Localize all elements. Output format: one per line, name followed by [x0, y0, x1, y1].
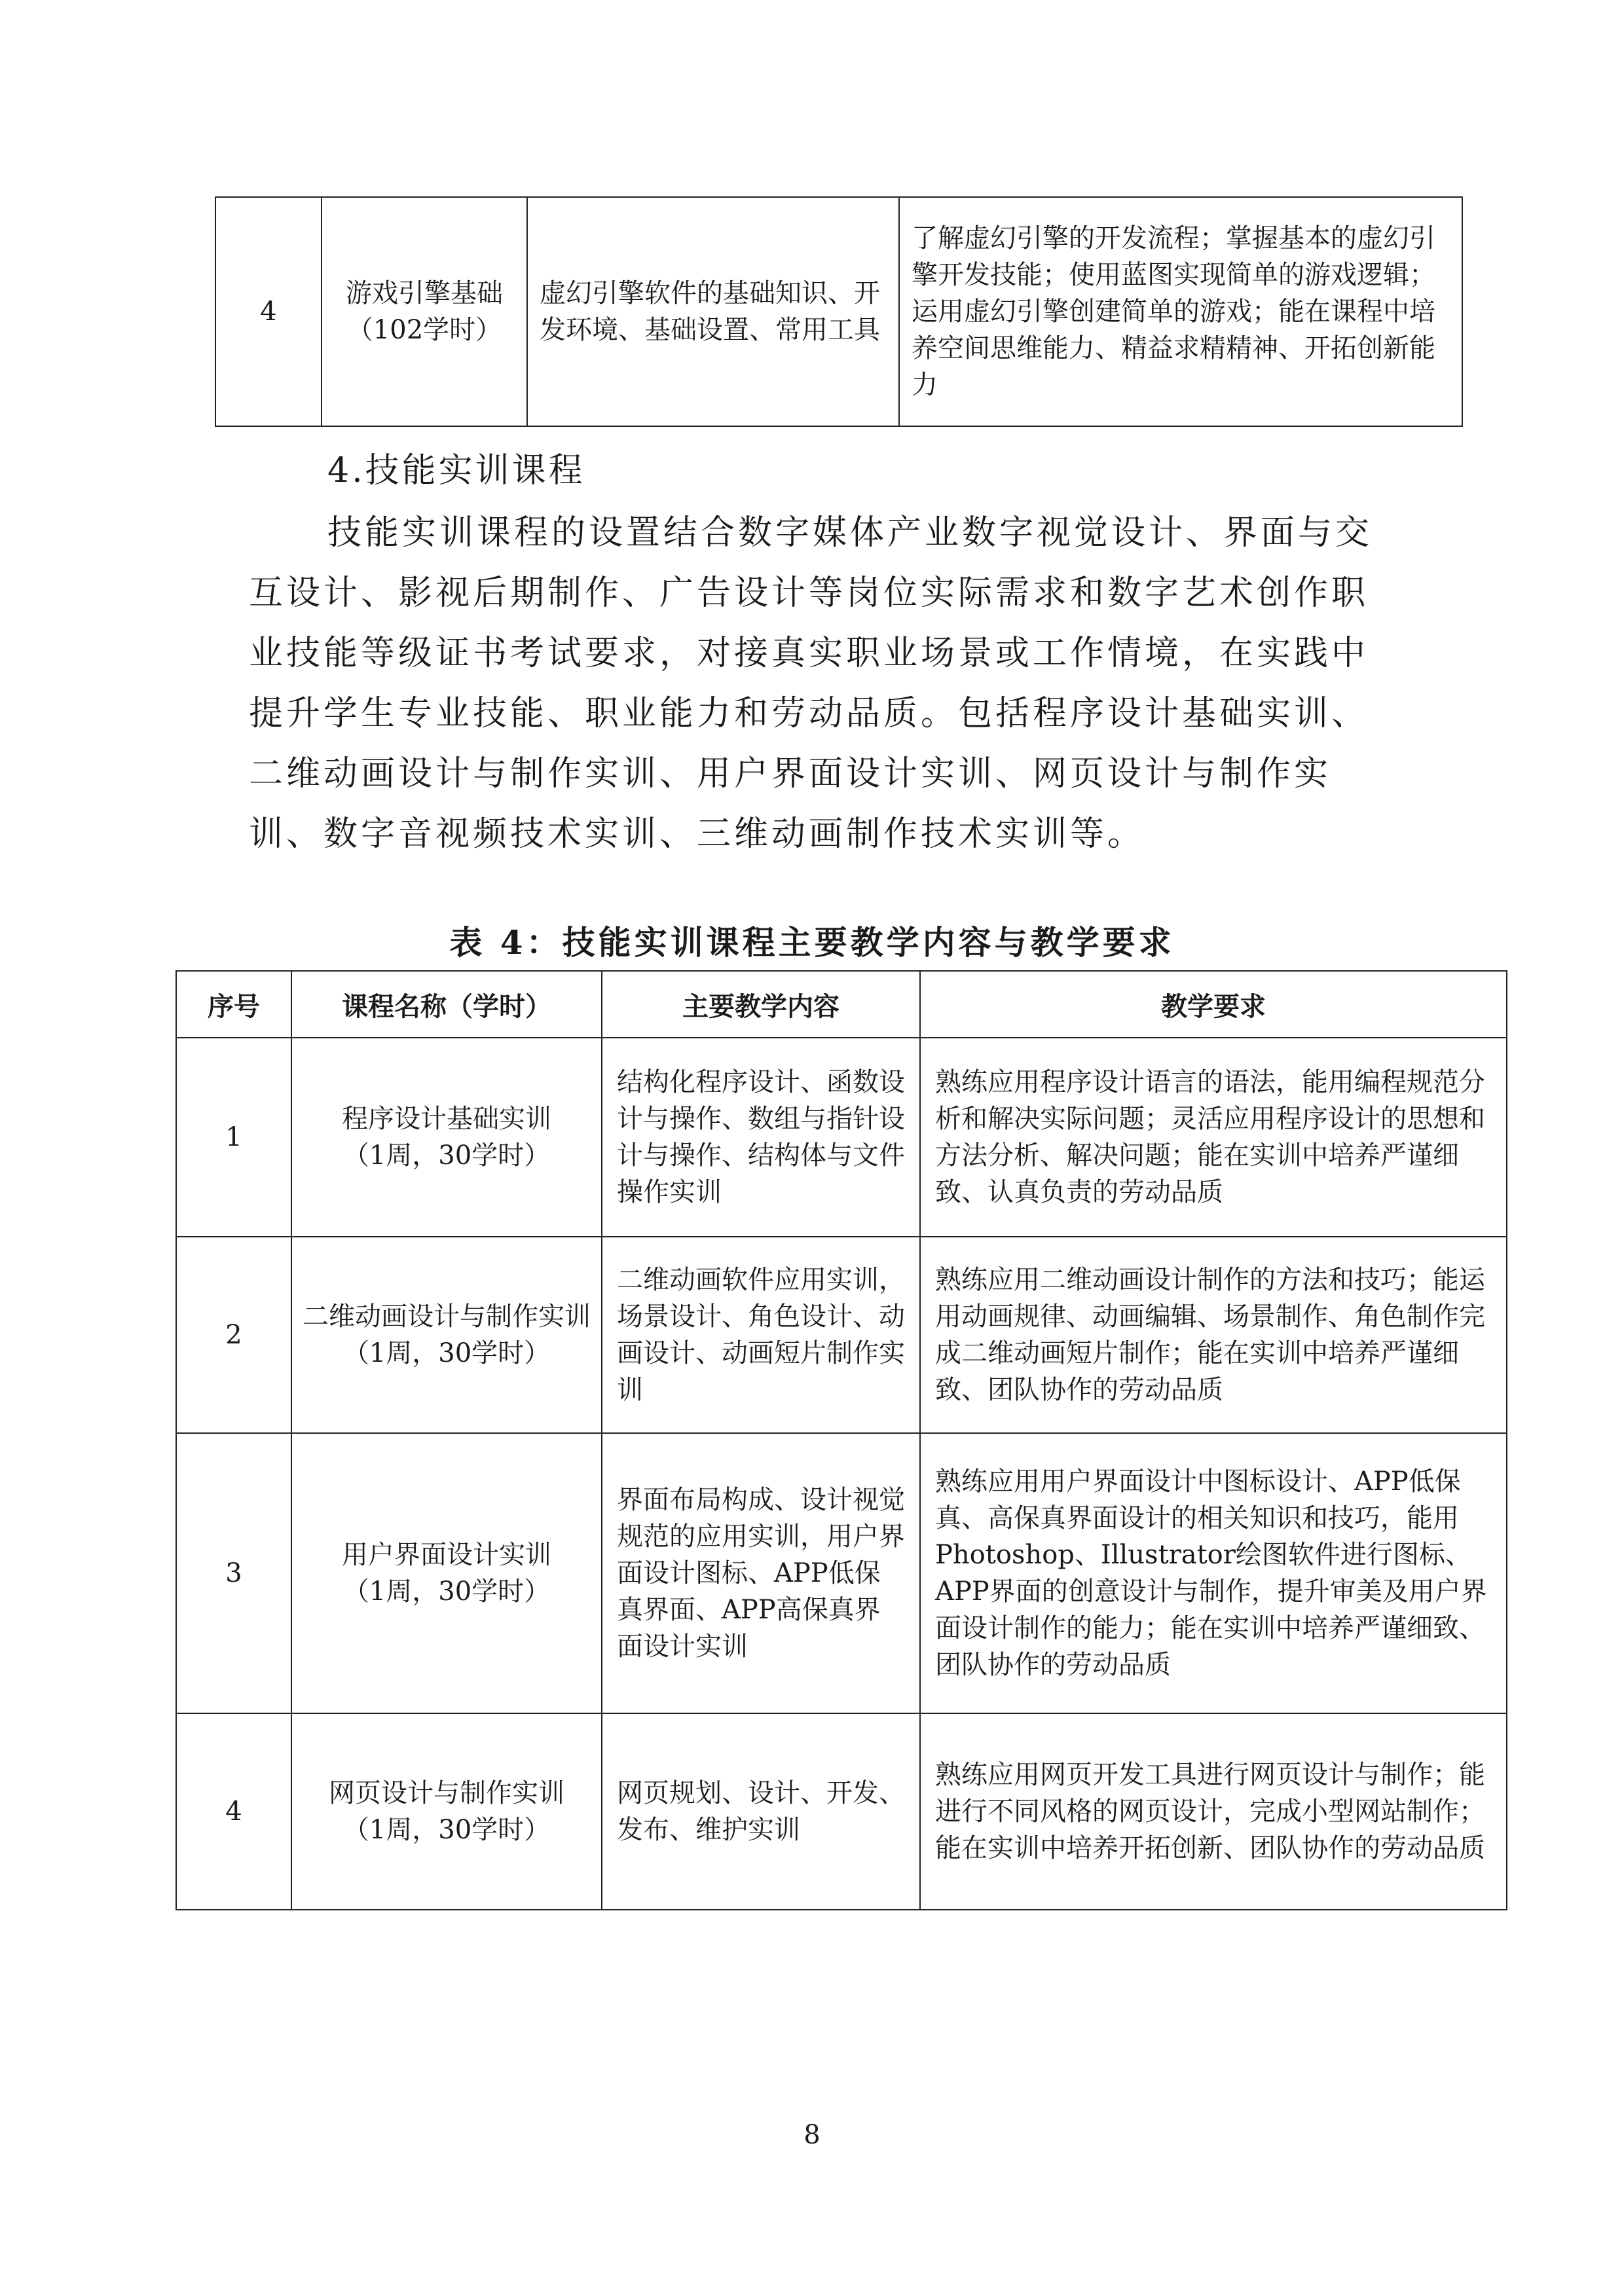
row-number: 1: [176, 1038, 291, 1237]
course-name: 游戏引擎基础（102学时）: [322, 197, 527, 426]
course-title: 网页设计与制作实训: [329, 1778, 564, 1808]
table-caption: 表 4：技能实训课程主要教学内容与教学要求: [449, 923, 1175, 962]
table-header-row: [176, 971, 1507, 1038]
teaching-requirements: 熟练应用二维动画设计制作的方法和技巧；能运用动画规律、动画编辑、场景制作、角色制作完成二维动画短片制作；能在实训中培养严谨细致、团队协作的劳动品质: [920, 1237, 1507, 1433]
table-row: [176, 1433, 1507, 1713]
teaching-content: 结构化程序设计、函数设计与操作、数组与指针设计与操作、结构体与文件操作实训: [602, 1038, 920, 1237]
row-number: 3: [176, 1433, 291, 1713]
course-hours: （1周，30学时）: [342, 1338, 551, 1368]
header-course-name: 课程名称（学时）: [291, 971, 602, 1038]
header-no: 序号: [176, 971, 291, 1038]
teaching-requirements: 了解虚幻引擎的开发流程；掌握基本的虚幻引擎开发技能；使用蓝图实现简单的游戏逻辑；运用虚幻引擎创建简单的游戏；能在课程中培养空间思维能力、精益求精精神、开拓创新能力: [899, 197, 1462, 426]
header-content: 主要教学内容: [602, 971, 920, 1038]
course-name: [291, 1038, 602, 1237]
section-heading: 4.技能实训课程: [327, 451, 585, 490]
table-row: [215, 197, 1462, 426]
row-number: 4: [176, 1713, 291, 1910]
teaching-content: 二维动画软件应用实训，场景设计、角色设计、动画设计、动画短片制作实训: [602, 1237, 920, 1433]
course-name: [291, 1237, 602, 1433]
course-title: 二维动画设计与制作实训: [303, 1302, 591, 1332]
course-name: [291, 1713, 602, 1910]
course-hours: （1周，30学时）: [342, 1576, 551, 1607]
teaching-content: 界面布局构成、设计视觉规范的应用实训，用户界面设计图标、APP低保真界面、APP高保真界面设计实训: [602, 1433, 920, 1713]
row-number: 4: [215, 197, 322, 426]
course-title: 用户界面设计实训: [342, 1540, 551, 1570]
table-row: [176, 1713, 1507, 1910]
row-number: 2: [176, 1237, 291, 1433]
course-hours: （1周，30学时）: [342, 1815, 551, 1845]
page-number: 8: [803, 2120, 821, 2150]
skills-training-table: [175, 970, 1507, 1910]
teaching-requirements: 熟练应用用户界面设计中图标设计、APP低保真、高保真界面设计的相关知识和技巧，能用Photoshop、Illustrator绘图软件进行图标、APP界面的创意设计与制作，提升审美及用户界面设计制作的能力；能在实训中培养严谨细致、团队协作的劳动品质: [920, 1433, 1507, 1713]
section-paragraph: 技能实训课程的设置结合数字媒体产业数字视觉设计、界面与交互设计、影视后期制作、广告设计等岗位实际需求和数字艺术创作职业技能等级证书考试要求，对接真实职业场景或工作情境，在实践中提升学生专业技能、职业能力和劳动品质。包括程序设计基础实训、二维动画设计与制作实训、用户界面设计实训、网页设计与制作实训、数字音视频技术实训、三维动画制作技术实训等。: [249, 513, 1373, 854]
teaching-requirements: 熟练应用网页开发工具进行网页设计与制作；能进行不同风格的网页设计，完成小型网站制作；能在实训中培养开拓创新、团队协作的劳动品质: [920, 1713, 1507, 1910]
course-hours: （1周，30学时）: [342, 1140, 551, 1171]
teaching-content: 虚幻引擎软件的基础知识、开发环境、基础设置、常用工具: [527, 197, 899, 426]
teaching-requirements: 熟练应用程序设计语言的语法，能用编程规范分析和解决实际问题；灵活应用程序设计的思想和方法分析、解决问题；能在实训中培养严谨细致、认真负责的劳动品质: [920, 1038, 1507, 1237]
course-table-continued: [215, 196, 1463, 427]
header-requirements: 教学要求: [920, 971, 1507, 1038]
table-row: [176, 1038, 1507, 1237]
teaching-content: 网页规划、设计、开发、发布、维护实训: [602, 1713, 920, 1910]
table-row: [176, 1237, 1507, 1433]
course-title: 程序设计基础实训: [342, 1104, 551, 1134]
course-name: [291, 1433, 602, 1713]
